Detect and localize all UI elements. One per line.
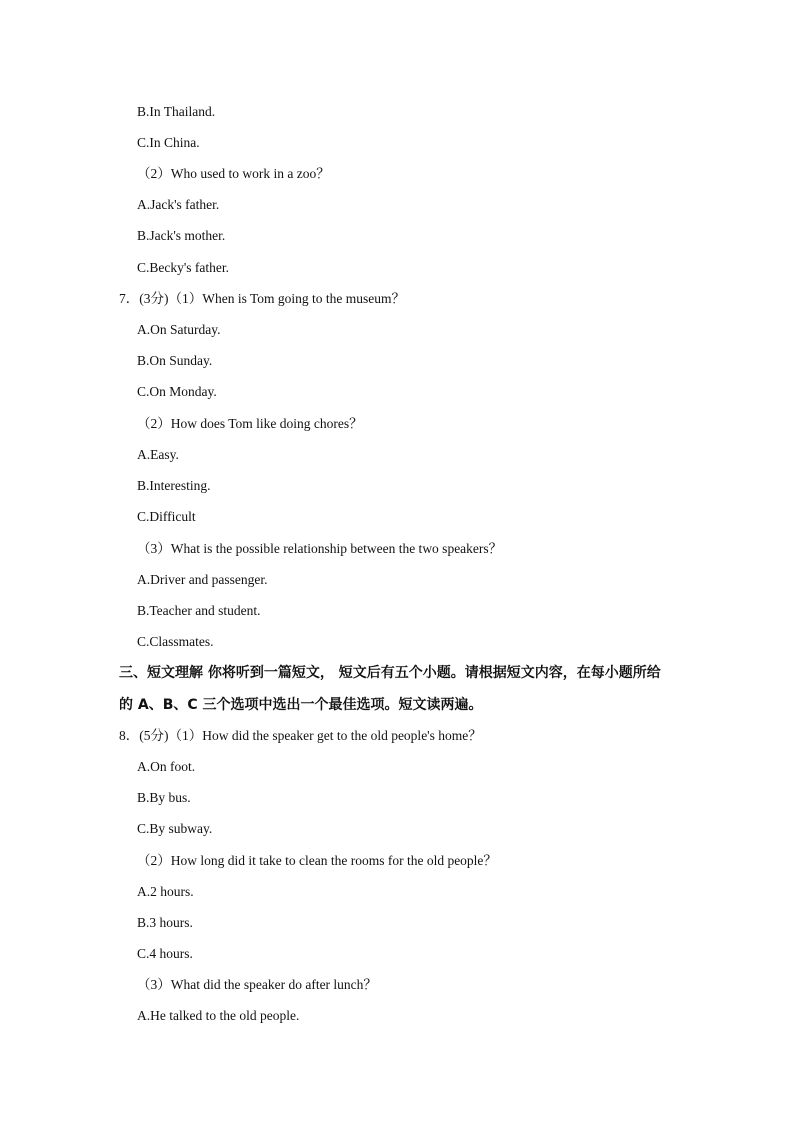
option-b: B.3 hours. — [137, 915, 193, 930]
sub-question-3: （3）What did the speaker do after lunch？ — [137, 977, 377, 992]
sub-question-3: （3）What is the possible relationship between the two speakers？ — [137, 541, 503, 556]
option-a: A.Driver and passenger. — [137, 572, 268, 587]
sub-question-2: （2）Who used to work in a zoo？ — [137, 166, 330, 181]
option-a: A.On foot. — [137, 759, 196, 774]
option-c: C.Difficult — [137, 509, 196, 524]
option-a: A.2 hours. — [137, 884, 194, 899]
option-c: C.4 hours. — [137, 946, 193, 961]
question-8: 8．(5分)（1）How did the speaker get to the old people's home？ — [119, 728, 482, 743]
option-b-thailand: B.In Thailand. — [137, 104, 216, 119]
option-b: B.By bus. — [137, 790, 191, 805]
question-7: 7．(3分)（1）When is Tom going to the museum？ — [119, 291, 406, 306]
option-a: A.Jack's father. — [137, 197, 220, 212]
option-c: C.Becky's father. — [137, 260, 230, 275]
sub-question-2: （2）How long did it take to clean the rooms for the old people？ — [137, 853, 497, 868]
sub-question-2: （2）How does Tom like doing chores？ — [137, 416, 363, 431]
option-c: C.On Monday. — [137, 384, 217, 399]
option-a: A.Easy. — [137, 447, 179, 462]
option-b: B.Interesting. — [137, 478, 211, 493]
option-a: A.On Saturday. — [137, 322, 221, 337]
section-heading-line-1: 三、短文理解 你将听到一篇短文， 短文后有五个小题。请根据短文内容，在每小题所给 — [119, 665, 661, 681]
option-b: B.On Sunday. — [137, 353, 213, 368]
option-a: A.He talked to the old people. — [137, 1008, 300, 1023]
option-b: B.Jack's mother. — [137, 228, 226, 243]
section-heading-line-2: 的 A、B、C 三个选项中选出一个最佳选项。短文读两遍。 — [119, 697, 483, 713]
option-b: B.Teacher and student. — [137, 603, 261, 618]
option-c: C.Classmates. — [137, 634, 214, 649]
option-c-china: C.In China. — [137, 135, 200, 150]
option-c: C.By subway. — [137, 821, 213, 836]
